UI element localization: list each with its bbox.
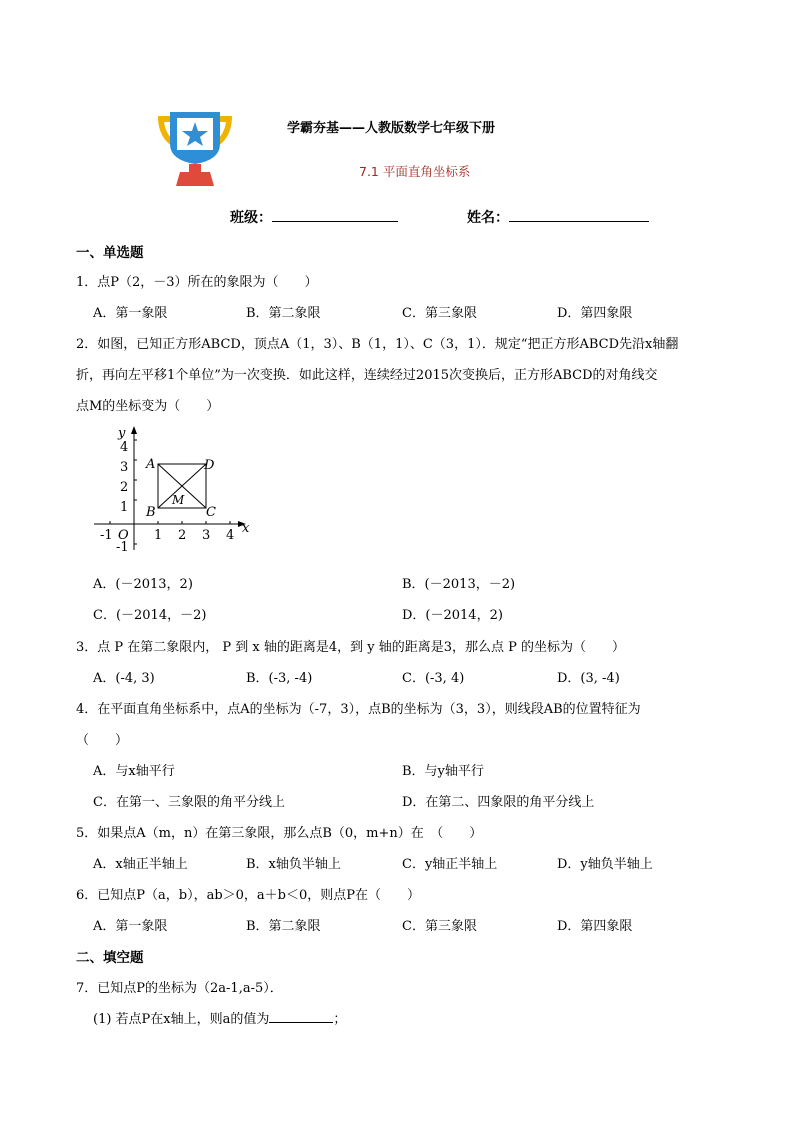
x-tick-1: 1 — [154, 528, 163, 543]
question-5-stem: 5．如果点A（m，n）在第三象限，那么点B（0，m+n）在 （ ） — [76, 826, 483, 841]
question-7-sub-1 — [93, 1008, 346, 1027]
q1-option-d: D．第四象限 — [557, 306, 633, 321]
q2-option-d: D．(－2014，2) — [402, 608, 503, 623]
q6-option-d: D．第四象限 — [557, 919, 633, 934]
q2-option-a: A．(－2013，2) — [93, 577, 193, 592]
q3-option-b: B．(-3, -4) — [246, 671, 313, 686]
q2-option-c: C．(－2014，－2) — [93, 608, 207, 623]
y-axis-label: y — [118, 426, 126, 441]
y-tick-2: 2 — [120, 480, 129, 495]
question-2-line-3: 点M的坐标变为（ ） — [76, 399, 220, 414]
point-m-label: M — [172, 493, 185, 507]
section-single-choice: 一、单选题 — [76, 245, 144, 261]
question-4-line-1: 4．在平面直角坐标系中，点A的坐标为（-7，3），点B的坐标为（3，3），则线段AB的位置特征为 — [76, 702, 641, 717]
page-title: 学霸夯基——人教版数学七年级下册 — [287, 121, 496, 136]
y-tick-1: 1 — [120, 500, 129, 515]
name-input-line[interactable] — [509, 207, 649, 222]
point-a-label: A — [146, 457, 156, 472]
class-label: 班级： — [230, 210, 272, 226]
q3-option-c: C．(-3, 4) — [402, 671, 465, 686]
question-1-stem: 1．点P（2，－3）所在的象限为（ ） — [76, 275, 318, 290]
q3-option-d: D．(3, -4) — [557, 671, 620, 686]
point-b-label: B — [146, 505, 156, 520]
q4-option-c: C．在第一、三象限的角平分线上 — [93, 795, 285, 810]
question-2-line-2: 折，再向左平移1个单位”为一次变换．如此这样，连续经过2015次变换后，正方形ABCD的对角线交 — [76, 368, 658, 383]
q4-option-a: A．与x轴平行 — [93, 764, 175, 779]
q3-option-a: A．(-4, 3) — [93, 671, 155, 686]
q1-option-b: B．第二象限 — [246, 306, 321, 321]
question-7-stem: 7．已知点P的坐标为（2a-1,a-5）． — [76, 981, 283, 996]
coordinate-figure — [90, 424, 260, 554]
q5-option-d: D．y轴负半轴上 — [557, 857, 653, 872]
question-6-stem: 6．已知点P（a，b），ab＞0，a＋b＜0，则点P在（ ） — [76, 888, 421, 903]
x-tick-2: 2 — [178, 528, 187, 543]
name-field — [467, 207, 649, 227]
q5-option-b: B．x轴负半轴上 — [246, 857, 341, 872]
section-fill-blank: 二、填空题 — [76, 950, 144, 966]
q7-sub1-answer-blank[interactable] — [269, 1008, 333, 1023]
q2-option-b: B．(－2013，－2) — [402, 577, 516, 592]
x-tick-4: 4 — [226, 528, 235, 543]
name-label: 姓名： — [467, 210, 509, 226]
question-2-line-1: 2．如图，已知正方形ABCD，顶点A（1，3）、B（1，1）、C（3，1）．规定“把正方形ABCD先沿x轴翻 — [76, 337, 679, 352]
q5-option-a: A．x轴正半轴上 — [93, 857, 188, 872]
y-tick-neg1: -1 — [116, 540, 129, 554]
q6-option-b: B．第二象限 — [246, 919, 321, 934]
question-4-line-2: （ ） — [76, 733, 129, 748]
q6-option-a: A．第一象限 — [93, 919, 168, 934]
x-tick-neg1: -1 — [100, 528, 113, 543]
trophy-logo — [152, 108, 238, 188]
point-c-label: C — [206, 505, 216, 520]
class-field — [230, 207, 398, 227]
q4-option-d: D．在第二、四象限的角平分线上 — [402, 795, 595, 810]
q1-option-c: C．第三象限 — [402, 306, 477, 321]
q5-option-c: C．y轴正半轴上 — [402, 857, 498, 872]
origin-label: O — [118, 528, 129, 543]
question-3-stem: 3．点 P 在第二象限内， P 到 x 轴的距离是4，到 y 轴的距离是3，那么点 P 的坐标为（ ） — [76, 640, 626, 655]
q7-sub1-end: ； — [333, 1012, 347, 1027]
page-subtitle: 7.1 平面直角坐标系 — [359, 164, 471, 179]
class-input-line[interactable] — [272, 207, 398, 222]
point-d-label: D — [204, 458, 215, 473]
q7-sub1-text: (1) 若点P在x轴上，则a的值为 — [93, 1012, 270, 1027]
y-tick-3: 3 — [120, 460, 129, 475]
x-tick-3: 3 — [202, 528, 211, 543]
x-axis-label: x — [242, 521, 250, 536]
q6-option-c: C．第三象限 — [402, 919, 477, 934]
q4-option-b: B．与y轴平行 — [402, 764, 484, 779]
y-tick-4: 4 — [120, 440, 129, 455]
q1-option-a: A．第一象限 — [93, 306, 168, 321]
y-axis-arrow — [131, 426, 137, 434]
